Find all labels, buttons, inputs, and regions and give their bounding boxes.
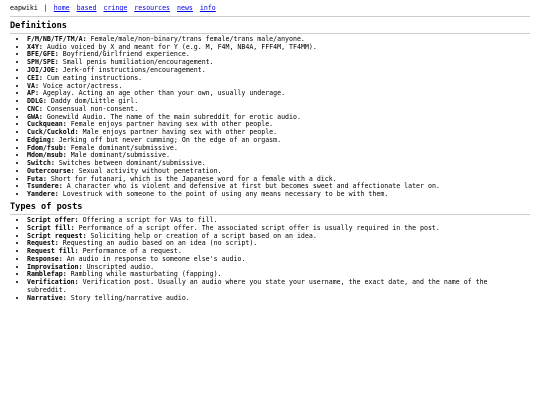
nav-link-resources[interactable]: resources bbox=[134, 4, 171, 12]
term-label: Narrative: bbox=[27, 293, 67, 302]
top-nav bbox=[10, 5, 530, 17]
term-label: AP: bbox=[27, 89, 39, 98]
term-label: DDLG: bbox=[27, 97, 47, 106]
term-label: JOI/JOE: bbox=[27, 65, 59, 74]
list-item bbox=[27, 279, 530, 295]
term-description: Female dominant/submissive. bbox=[70, 143, 178, 152]
term-description: Requesting an audio based on an idea (no script). bbox=[62, 239, 258, 248]
term-description: Male enjoys partner having sex with other people. bbox=[82, 128, 278, 137]
term-label: Cuck/Cuckold: bbox=[27, 128, 79, 137]
nav-link-cringe[interactable]: cringe bbox=[103, 4, 128, 12]
list-item bbox=[27, 191, 530, 199]
term-description: Rambling while masturbating (fapping). bbox=[70, 270, 222, 279]
term-description: Jerk-off instructions/encouragement. bbox=[62, 65, 206, 74]
term-description: Unscripted audio. bbox=[86, 262, 155, 271]
term-description: A character who is violent and defensive at first but becomes sweet and affectionate later on. bbox=[66, 182, 440, 191]
term-description: Gonewild Audio. The name of the main subreddit for erotic audio. bbox=[46, 112, 301, 121]
term-label: GWA: bbox=[27, 112, 43, 121]
term-description: Performance of a script offer. The associated script offer is usually required in the post. bbox=[78, 223, 440, 232]
term-label: Mdom/msub: bbox=[27, 151, 67, 160]
term-label: Verification: bbox=[27, 278, 79, 287]
term-description: Performance of a request. bbox=[82, 247, 182, 256]
term-label: Switch: bbox=[27, 159, 55, 168]
term-description: Lovestruck with someone to the point of using any means necessary to be with them. bbox=[62, 190, 389, 199]
nav-link-home[interactable]: home bbox=[53, 4, 70, 12]
definitions-list bbox=[10, 36, 530, 199]
term-description: Boyfriend/Girlfriend experience. bbox=[62, 50, 190, 59]
term-label: Request fill: bbox=[27, 247, 79, 256]
term-label: CNC: bbox=[27, 104, 43, 113]
term-description: Verification post. Usually an audio where you state your username, the exact date, and the name of the subreddit. bbox=[27, 278, 488, 295]
term-label: Script request: bbox=[27, 231, 87, 240]
term-description: Audio voiced by X and meant for Y (e.g. M, F4M, NB4A, FFF4M, TF4MM). bbox=[46, 42, 317, 51]
term-label: Futa: bbox=[27, 174, 47, 183]
term-description: Offering a script for VAs to fill. bbox=[82, 216, 218, 225]
term-description: Story telling/narrative audio. bbox=[70, 293, 190, 302]
term-label: Tsundere: bbox=[27, 182, 63, 191]
term-description: Voice actor/actress. bbox=[42, 81, 123, 90]
term-label: Cuckquean: bbox=[27, 120, 67, 129]
term-description: Daddy dom/Little girl. bbox=[50, 97, 139, 106]
term-description: Switches between dominant/submissive. bbox=[58, 159, 206, 168]
term-label: Edging: bbox=[27, 135, 55, 144]
term-label: Fdom/fsub: bbox=[27, 143, 67, 152]
types-of-posts-heading: Types of posts bbox=[10, 202, 530, 215]
term-label: VA: bbox=[27, 81, 39, 90]
nav-link-news[interactable]: news bbox=[177, 4, 193, 12]
term-description: Soliciting help or creation of a script based on an idea. bbox=[90, 231, 317, 240]
types-of-posts-list bbox=[10, 217, 530, 302]
site-title: eapwiki bbox=[10, 4, 38, 12]
nav-separator: | bbox=[43, 4, 48, 12]
term-label: Response: bbox=[27, 254, 63, 263]
list-item bbox=[27, 295, 530, 303]
term-description: Jerking off but never cumming; On the edge of an orgasm. bbox=[58, 135, 282, 144]
term-label: X4Y: bbox=[27, 42, 43, 51]
definitions-heading: Definitions bbox=[10, 21, 530, 34]
term-description: Female enjoys partner having sex with other people. bbox=[70, 120, 274, 129]
term-label: Script offer: bbox=[27, 216, 79, 225]
term-description: Consensual non-consent. bbox=[46, 104, 139, 113]
term-description: Small penis humiliation/encouragement. bbox=[62, 58, 214, 67]
term-label: Outercourse: bbox=[27, 166, 75, 175]
term-description: An audio in response to someone else's audio. bbox=[66, 254, 246, 263]
term-label: Ramblefap: bbox=[27, 270, 67, 279]
term-description: Female/male/non-binary/trans female/trans male/anyone. bbox=[90, 34, 305, 43]
term-description: Male dominant/submissive. bbox=[70, 151, 170, 160]
term-label: SPH/SPE: bbox=[27, 58, 59, 67]
term-label: Improvisation: bbox=[27, 262, 83, 271]
term-description: Short for futanari, which is the Japanese word for a female with a dick. bbox=[50, 174, 337, 183]
term-label: F/M/NB/TF/TM/A: bbox=[27, 34, 87, 43]
term-label: Yandere: bbox=[27, 190, 59, 199]
term-description: Cum eating instructions. bbox=[46, 73, 143, 82]
term-label: CEI: bbox=[27, 73, 43, 82]
term-label: Script fill: bbox=[27, 223, 75, 232]
nav-link-based[interactable]: based bbox=[76, 4, 97, 12]
term-description: Sexual activity without penetration. bbox=[78, 166, 222, 175]
term-label: BFE/GFE: bbox=[27, 50, 59, 59]
term-description: Ageplay. Acting an age other than your own, usually underage. bbox=[42, 89, 286, 98]
nav-link-info[interactable]: info bbox=[199, 4, 216, 12]
term-label: Request: bbox=[27, 239, 59, 248]
